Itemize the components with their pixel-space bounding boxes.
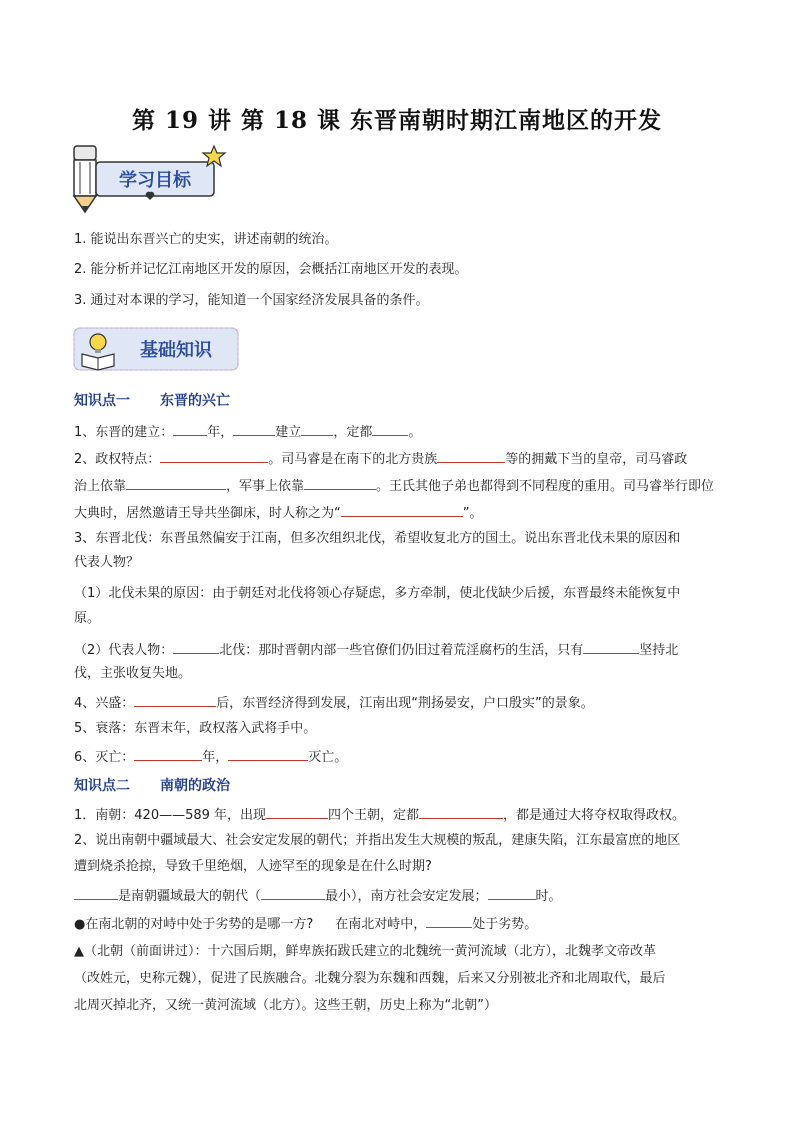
k1-line-13: 6、灭亡： 年， 灭亡。 <box>74 746 347 768</box>
k1-line-10: 伐，主张收复失地。 <box>74 666 192 681</box>
k2-line-8: 北周灭掉北齐，又统一黄河流域（北方）。这些王朝，历史上称为“北朝”） <box>74 998 497 1013</box>
k1-line-1: 1、东晋的建立： 年， 建立 ，定都 。 <box>74 421 421 443</box>
k2-line-3: 遭到烧杀抢掠，导致千里绝烟，人迹罕至的现象是在什么时期? <box>74 859 432 874</box>
section-heading-2: 知识点二 南朝的政治 <box>74 778 230 794</box>
k1-line-9: （2）代表人物： 北伐：那时晋朝内部一些官僚们仍旧过着荒淫腐朽的生活，只有 坚持北 <box>74 639 678 661</box>
k2-line-6: ▲（北朝（前面讲过）：十六国后期，鲜卑族拓跋氏建立的北魏统一黄河流域（北方），北魏孝文帝改革 <box>74 944 656 959</box>
learning-goals-badge <box>66 140 236 214</box>
section-heading-1: 知识点一 东晋的兴亡 <box>74 393 230 409</box>
k1-line-5: 3、东晋北伐：东晋虽然偏安于江南，但多次组织北伐，希望收复北方的国土。说出东晋北伐未果的原因和 <box>74 531 681 546</box>
k1-line-8: 原。 <box>74 611 101 626</box>
k2-line-7: （改姓元，史称元魏），促进了民族融合。北魏分裂为东魏和西魏，后来又分别被北齐和北周取代，最后 <box>74 971 666 986</box>
fill-blank <box>228 746 308 761</box>
k1-line-7: （1）北伐未果的原因：由于朝廷对北伐将领心存疑虑，多方牵制，使北伐缺少后援，东晋最终未能恢复中 <box>74 586 681 601</box>
fill-blank <box>233 421 275 436</box>
fill-blank <box>134 746 202 761</box>
fill-blank <box>173 421 207 436</box>
fill-blank <box>74 885 118 900</box>
fill-blank <box>372 421 408 436</box>
k1-line-12: 5、衰落：东晋末年，政权落入武将手中。 <box>74 721 317 736</box>
k2-line-5: ●在南北朝的对峙中处于劣势的是哪一方? 在南北对峙中， 处于劣势。 <box>74 913 537 935</box>
fill-blank <box>160 448 268 463</box>
fill-blank <box>437 448 505 463</box>
fill-blank <box>173 639 219 654</box>
fill-blank <box>419 804 503 819</box>
page-title: 第 19 讲 第 18 课 东晋南朝时期江南地区的开发 <box>131 107 663 134</box>
fill-blank <box>261 885 325 900</box>
k1-line-6: 代表人物？ <box>74 555 140 570</box>
k1-line-3: 治上依靠 ，军事上依靠 。王氏其他子弟也都得到不同程度的重用。司马睿举行即位 <box>74 475 714 497</box>
knowledge-badge-text: 基础知识 <box>140 340 212 361</box>
basic-knowledge-badge <box>72 324 244 374</box>
goal-badge-text: 学习目标 <box>119 170 191 191</box>
fill-blank <box>583 639 639 654</box>
fill-blank <box>134 692 216 707</box>
goal-3: 3. 通过对本课的学习，能知道一个国家经济发展具备的条件。 <box>74 293 429 308</box>
fill-blank <box>488 885 536 900</box>
goal-1: 1. 能说出东晋兴亡的史实，讲述南朝的统治。 <box>74 232 338 247</box>
k1-line-11: 4、兴盛： 后，东晋经济得到发展，江南出现“荆扬晏安，户口殷实”的景象。 <box>74 692 594 714</box>
heart-icon <box>146 192 155 200</box>
k2-line-2: 2、说出南朝中疆域最大、社会安定发展的朝代；并指出发生大规模的叛乱，建康失陷，江东最富庶的地区 <box>74 833 681 848</box>
k2-line-4: 是南朝疆域最大的朝代（ 最小），南方社会安定发展； 时。 <box>74 885 562 907</box>
fill-blank <box>341 502 463 517</box>
fill-blank <box>304 475 376 490</box>
fill-blank <box>301 421 333 436</box>
fill-blank <box>426 913 472 928</box>
k1-line-4: 大典时，居然邀请王导共坐御床，时人称之为“ ”。 <box>74 502 483 524</box>
k1-line-2: 2、政权特点： 。司马睿是在南下的北方贵族 等的拥戴下当的皇帝，司马睿政 <box>74 448 687 470</box>
k2-line-1: 1．南朝：420——589 年，出现 四个王朝，定都 ，都是通过大将夺权取得政权。 <box>74 804 685 826</box>
fill-blank <box>126 475 226 490</box>
fill-blank <box>266 804 328 819</box>
goal-2: 2. 能分析并记忆江南地区开发的原因，会概括江南地区开发的表现。 <box>74 262 468 277</box>
pencil-icon <box>74 146 96 212</box>
